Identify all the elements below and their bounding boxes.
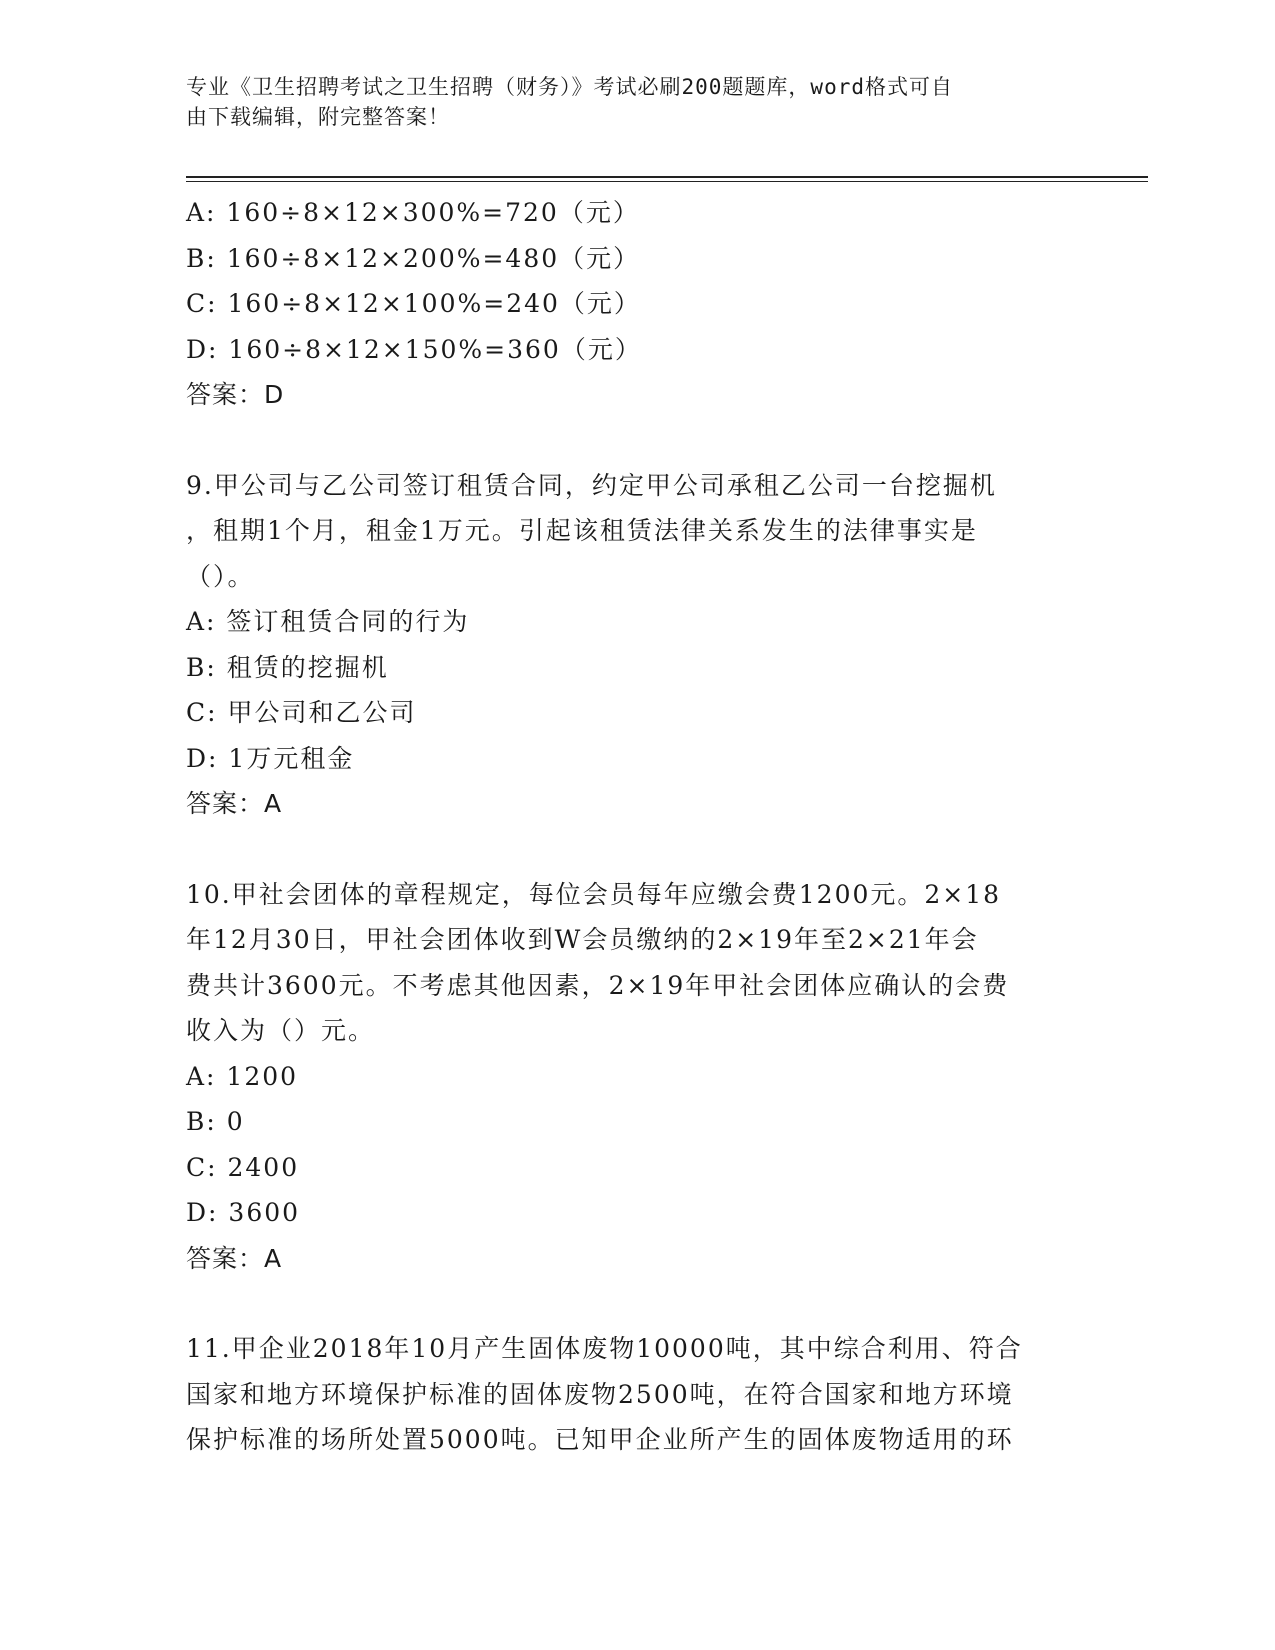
question-text-line: ，租期1个月，租金1万元。引起该租赁法律关系发生的法律事实是 (186, 516, 978, 545)
option-d: D: 3600 (186, 1198, 301, 1227)
header-title-line-1: 专业《卫生招聘考试之卫生招聘（财务）》考试必刷200题题库，word格式可自 (186, 75, 953, 99)
question-11-block (186, 1326, 1066, 1463)
question-text-line: 11.甲企业2018年10月产生固体废物10000吨，其中综合利用、符合 (186, 1334, 1023, 1363)
question-text-line: 年12月30日，甲社会团体收到W会员缴纳的2×19年至2×21年会 (186, 925, 979, 954)
document-header (186, 72, 1066, 132)
option-a: A: 1200 (186, 1061, 299, 1091)
option-b: B: 160÷8×12×200%=480（元） (186, 243, 641, 273)
question-text-line: 收入为（）元。 (186, 1016, 376, 1045)
option-a: A: 160÷8×12×300%=720（元） (186, 198, 640, 227)
option-a: A: 签订租赁合同的行为 (186, 607, 470, 636)
answer: 答案：A (186, 1243, 283, 1273)
option-b: B: 租赁的挖掘机 (186, 652, 389, 682)
option-c: C: 甲公司和乙公司 (186, 698, 417, 727)
answer: 答案：D (186, 380, 285, 409)
question-text-line: （）。 (186, 561, 255, 591)
answer: 答案：A (186, 789, 283, 818)
question-text-line: 10.甲社会团体的章程规定，每位会员每年应缴会费1200元。2×18 (186, 879, 1002, 909)
question-text-line: 保护标准的场所处置5000吨。已知甲企业所产生的固体废物适用的环 (186, 1425, 1014, 1454)
header-rule-thin (186, 181, 1148, 182)
question-9-block (186, 463, 1066, 827)
question-text-line: 国家和地方环境保护标准的固体废物2500吨，在符合国家和地方环境 (186, 1379, 1014, 1409)
option-d: D: 1万元租金 (186, 743, 355, 773)
header-rule-thick (186, 176, 1148, 178)
option-d: D: 160÷8×12×150%=360（元） (186, 334, 642, 364)
question-text-line: 9.甲公司与乙公司签订租赁合同，约定甲公司承租乙公司一台挖掘机 (186, 470, 997, 500)
prev-question-block (186, 190, 1066, 418)
option-c: C: 160÷8×12×100%=240（元） (186, 289, 641, 318)
question-text-line: 费共计3600元。不考虑其他因素，2×19年甲社会团体应确认的会费 (186, 970, 1010, 1000)
document-body (186, 190, 1066, 1463)
option-b: B: 0 (186, 1107, 245, 1136)
question-10-block (186, 872, 1066, 1282)
option-c: C: 2400 (186, 1152, 300, 1182)
header-title-line-2: 由下载编辑，附完整答案！ (186, 105, 450, 129)
